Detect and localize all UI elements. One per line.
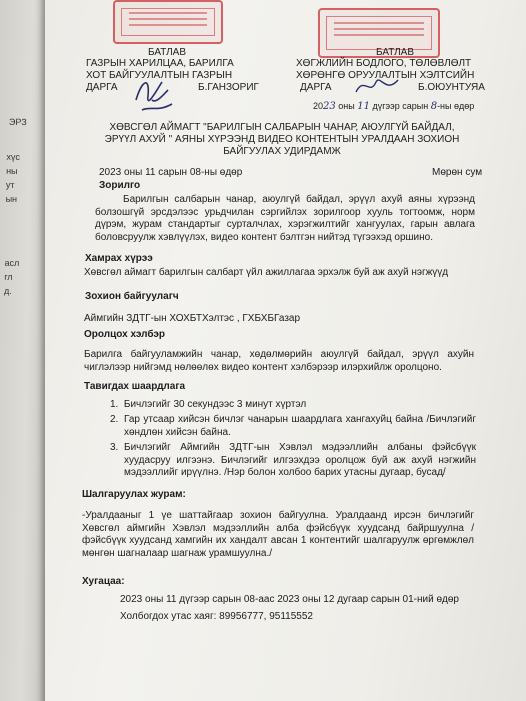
right-org-line1: ХӨГЖЛИЙН БОДЛОГО, ТӨЛӨВЛӨЛТ bbox=[296, 58, 472, 69]
evaluation-body: -Уралдааныг 1 үе шаттайгаар зохион байгуулна. Уралдаанд ирсэн бичлэгийг Хөвсгөл аймгийн Хэвлэл мэдээллийн алба фэйсбүүк хуудсанд байршуулна / фэйсбүүк хуудсанд хамгийн их хандалт авсан 1 контентийг шалгаруулж өргөмжлөл мөнгөн шагналаар шагнаж урамшуулна./ bbox=[82, 510, 474, 560]
date-month-handwritten: 11 bbox=[357, 101, 370, 112]
left-signature bbox=[128, 70, 176, 116]
right-signature bbox=[352, 72, 402, 100]
date-suffix: -ны өдөр bbox=[437, 101, 475, 111]
back-page-fragment: асл bbox=[4, 257, 20, 269]
date-mid2: дүгээр сарын bbox=[372, 101, 429, 111]
right-approve-label: БАТЛАВ bbox=[375, 47, 415, 58]
requirement-3: Бичлэгийг Аймгийн ЗДТГ-ын Хэвлэл мэдээллийн албаны фэйсбүүк хуудасруу илгээнэ. Бичлэгийг илгээхдээ оролцож буй аж ахуй нэгжийн мэдээллийг ирүүлнэ. /Нэр болон холбоо барих утасны дугаар, бусад/ bbox=[124, 442, 476, 478]
left-org-line2: ХОТ БАЙГУУЛАЛТЫН ГАЗРЫН bbox=[86, 70, 233, 81]
requirement-1: 1. Бичлэгийг 30 секундээс 3 минут хүртэл bbox=[110, 399, 307, 410]
goal-heading: Зорилго bbox=[99, 180, 141, 191]
date-mid1: оны bbox=[338, 101, 355, 111]
deadline-period: 2023 оны 11 дүгээр сарын 08-аас 2023 оны 12 дугаар сарын 01-ний өдөр bbox=[120, 594, 459, 605]
back-page-fragment: д. bbox=[3, 285, 12, 296]
organizer-heading: Зохион байгуулагч bbox=[85, 291, 179, 302]
date-year-handwritten: 23 bbox=[323, 101, 336, 112]
left-approve-label: БАТЛАВ bbox=[147, 47, 187, 58]
contact-line: Холбогдох утас хаяг: 89956777, 95115552 bbox=[120, 611, 313, 622]
back-page-fragment: гл bbox=[4, 271, 13, 282]
participation-body: Барилга байгууламжийн чанар, хөдөлмөрийн аюулгүй байдал, эрүүл ахуйн чиглэлээр нийгэмд нөлөөлөх видео контент хэлбэрээр илэрхийлж оролцоно. bbox=[84, 349, 474, 373]
requirement-num-3: 3. bbox=[110, 442, 119, 453]
deadline-heading: Хугацаа: bbox=[82, 576, 125, 587]
back-page-fragment: хүс bbox=[6, 151, 20, 163]
organizer-body: Аймгийн ЗДТГ-ын ХОХБТХэлтэс , ГХБХБГазар bbox=[84, 313, 301, 324]
left-role: ДАРГА bbox=[86, 82, 118, 93]
scope-body: Хөвсгөл аймагт барилгын салбарт үйл ажиллагаа эрхэлж буй аж ахуй нэгжүүд bbox=[84, 267, 449, 278]
right-role: ДАРГА bbox=[300, 82, 332, 93]
evaluation-heading: Шалгаруулах журам: bbox=[82, 489, 186, 500]
scope-heading: Хамрах хүрээ bbox=[85, 253, 153, 264]
left-org-line1: ГАЗРЫН ХАРИЛЦАА, БАРИЛГА bbox=[86, 58, 234, 69]
goal-body: Барилгын салбарын чанар, аюулгүй байдал, эрүүл ахуй аяны хүрээнд болзошгүй эрсдэлээс урьдчилан сэргийлэх зорилгоор хууль тогтоомж, норм дүрэм, журам стандартыг сурталчлах, хэрэгжилтийг хангуулах, гарын авлага боловсруулж хэвлүүлэх, видео контент бэлтгэн нийтэд түгээхэд оршино. bbox=[95, 194, 475, 243]
date-line: 2023 оны 11 сарын 08-ны өдөр bbox=[99, 167, 243, 178]
requirement-2: Гар утсаар хийсэн бичлэг чанарын шаардлага хангахуйц байна /Бичлэгийг хөндлөн хийсэн байна. bbox=[124, 414, 476, 438]
right-org-line2: ХӨРӨНГӨ ОРУУЛАЛТЫН ХЭЛТСИЙН bbox=[296, 70, 475, 81]
back-page-fragment: ын bbox=[5, 193, 18, 204]
requirements-heading: Тавигдах шаардлага bbox=[84, 381, 186, 392]
date-prefix: 20 bbox=[313, 101, 324, 111]
left-stamp bbox=[113, 0, 223, 44]
participation-heading: Оролцох хэлбэр bbox=[84, 329, 166, 340]
document-title: ХӨВСГӨЛ АЙМАГТ "БАРИЛГЫН САЛБАРЫН ЧАНАР, АЮУЛГҮЙ БАЙДАЛ, ЭРҮҮЛ АХУЙ " АЯНЫ ХҮРЭЭНД ВИДЕО КОНТЕНТЫН УРАЛДААН ЗОХИОН БАЙГУУЛАХ УДИРДАМЖ bbox=[104, 122, 460, 157]
date-day-handwritten: 8 bbox=[430, 101, 438, 112]
requirement-num-2: 2. bbox=[110, 414, 119, 425]
back-page-fragment: ны bbox=[6, 165, 18, 176]
back-page-fragment: ЭРЗ bbox=[8, 116, 27, 128]
approval-date-line bbox=[313, 100, 474, 113]
place: Мөрөн сум bbox=[432, 167, 483, 178]
back-page-fragment: ут bbox=[5, 179, 15, 190]
left-name: Б.ГАНЗОРИГ bbox=[198, 82, 259, 93]
right-name: Б.ОЮУНТУЯА bbox=[418, 82, 485, 93]
